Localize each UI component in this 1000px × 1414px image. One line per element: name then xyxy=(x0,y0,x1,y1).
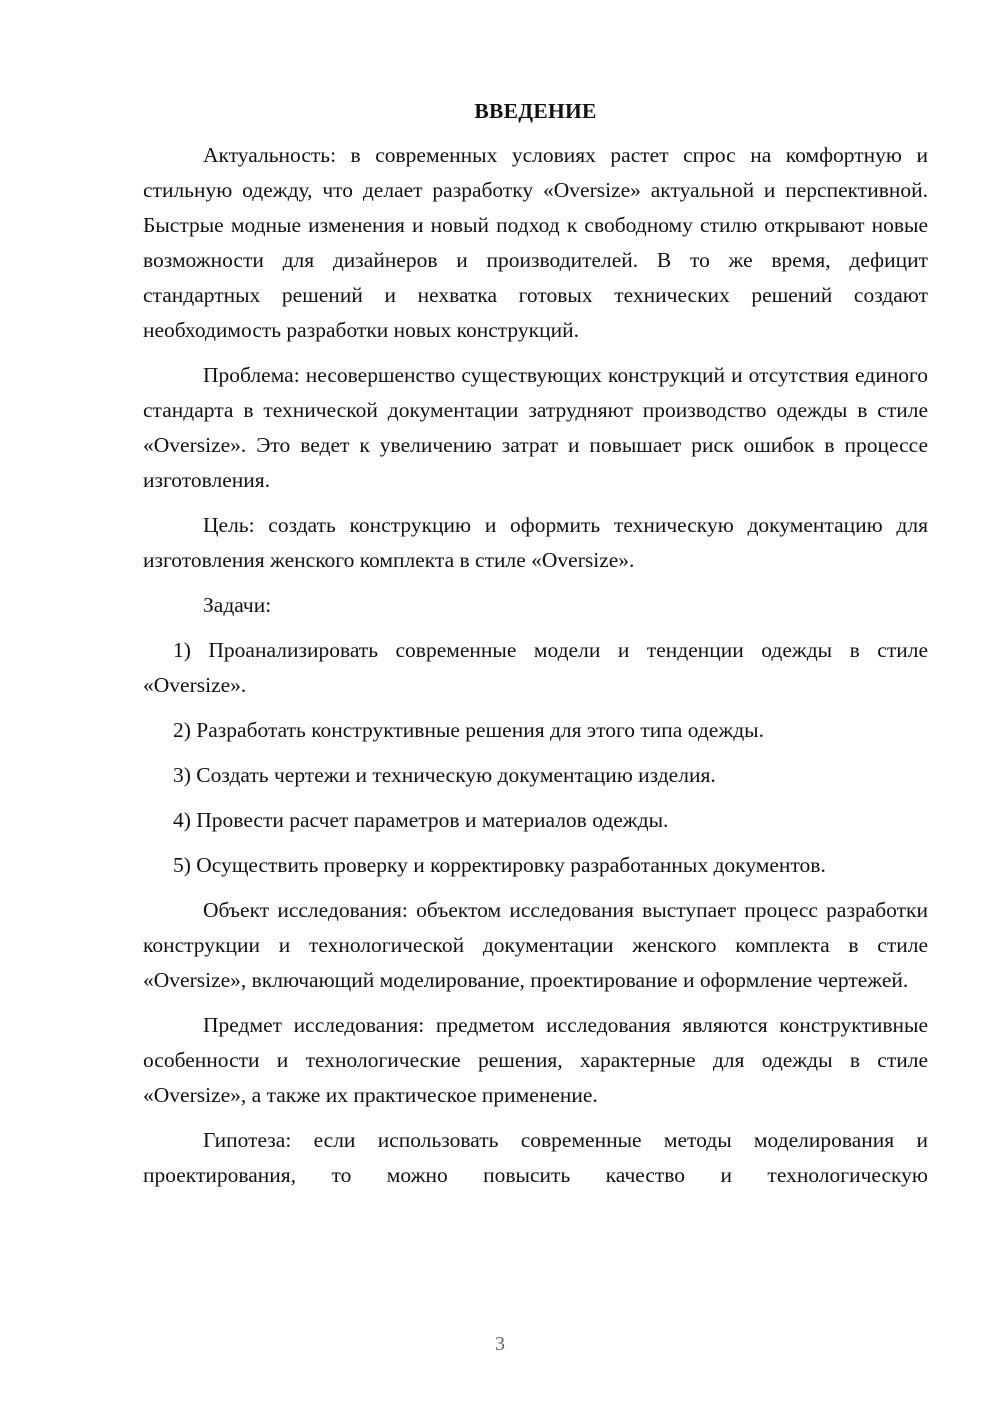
paragraph-subject: Предмет исследования: предметом исследования являются конструктивные особенности и технологические решения, характерные для одежды в стиле «Oversize», а также их практическое применение. xyxy=(143,1013,928,1107)
task-item-4: 4) Провести расчет параметров и материалов одежды. xyxy=(173,808,669,832)
paragraph-problem: Проблема: несовершенство существующих конструкций и отсутствия единого стандарта в технической документации затрудняют производство одежды в стиле «Oversize». Это ведет к увеличению затрат и повышает риск ошибок в процессе изготовления. xyxy=(143,363,928,492)
paragraph-relevance: Актуальность: в современных условиях растет спрос на комфортную и стильную одежду, что делает разработку «Oversize» актуальной и перспективной. Быстрые модные изменения и новый подход к свободному стилю открывают новые возможности для дизайнеров и производителей. В то же время, дефицит стандартных решений и нехватка готовых технических решений создают необходимость разработки новых конструкций. xyxy=(143,143,928,342)
task-item-3: 3) Создать чертежи и техническую документацию изделия. xyxy=(173,763,716,787)
paragraph-goal: Цель: создать конструкцию и оформить техническую документацию для изготовления женского комплекта в стиле «Oversize». xyxy=(143,513,928,572)
page-title: ВВЕДЕНИЕ xyxy=(474,99,597,123)
page-number: 3 xyxy=(495,1333,505,1355)
task-item-2: 2) Разработать конструктивные решения для этого типа одежды. xyxy=(173,718,764,742)
task-item-5: 5) Осуществить проверку и корректировку разработанных документов. xyxy=(173,853,826,877)
tasks-heading: Задачи: xyxy=(203,593,272,617)
paragraph-hypothesis: Гипотеза: если использовать современные методы моделирования и проектирования, то можно повысить качество и технологическую xyxy=(143,1128,928,1187)
task-item-1: 1) Проанализировать современные модели и тенденции одежды в стиле «Oversize». xyxy=(143,638,928,697)
paragraph-object: Объект исследования: объектом исследования выступает процесс разработки конструкции и технологической документации женского комплекта в стиле «Oversize», включающий моделирование, проектирование и оформление чертежей. xyxy=(143,898,928,992)
document-page xyxy=(143,96,928,1203)
